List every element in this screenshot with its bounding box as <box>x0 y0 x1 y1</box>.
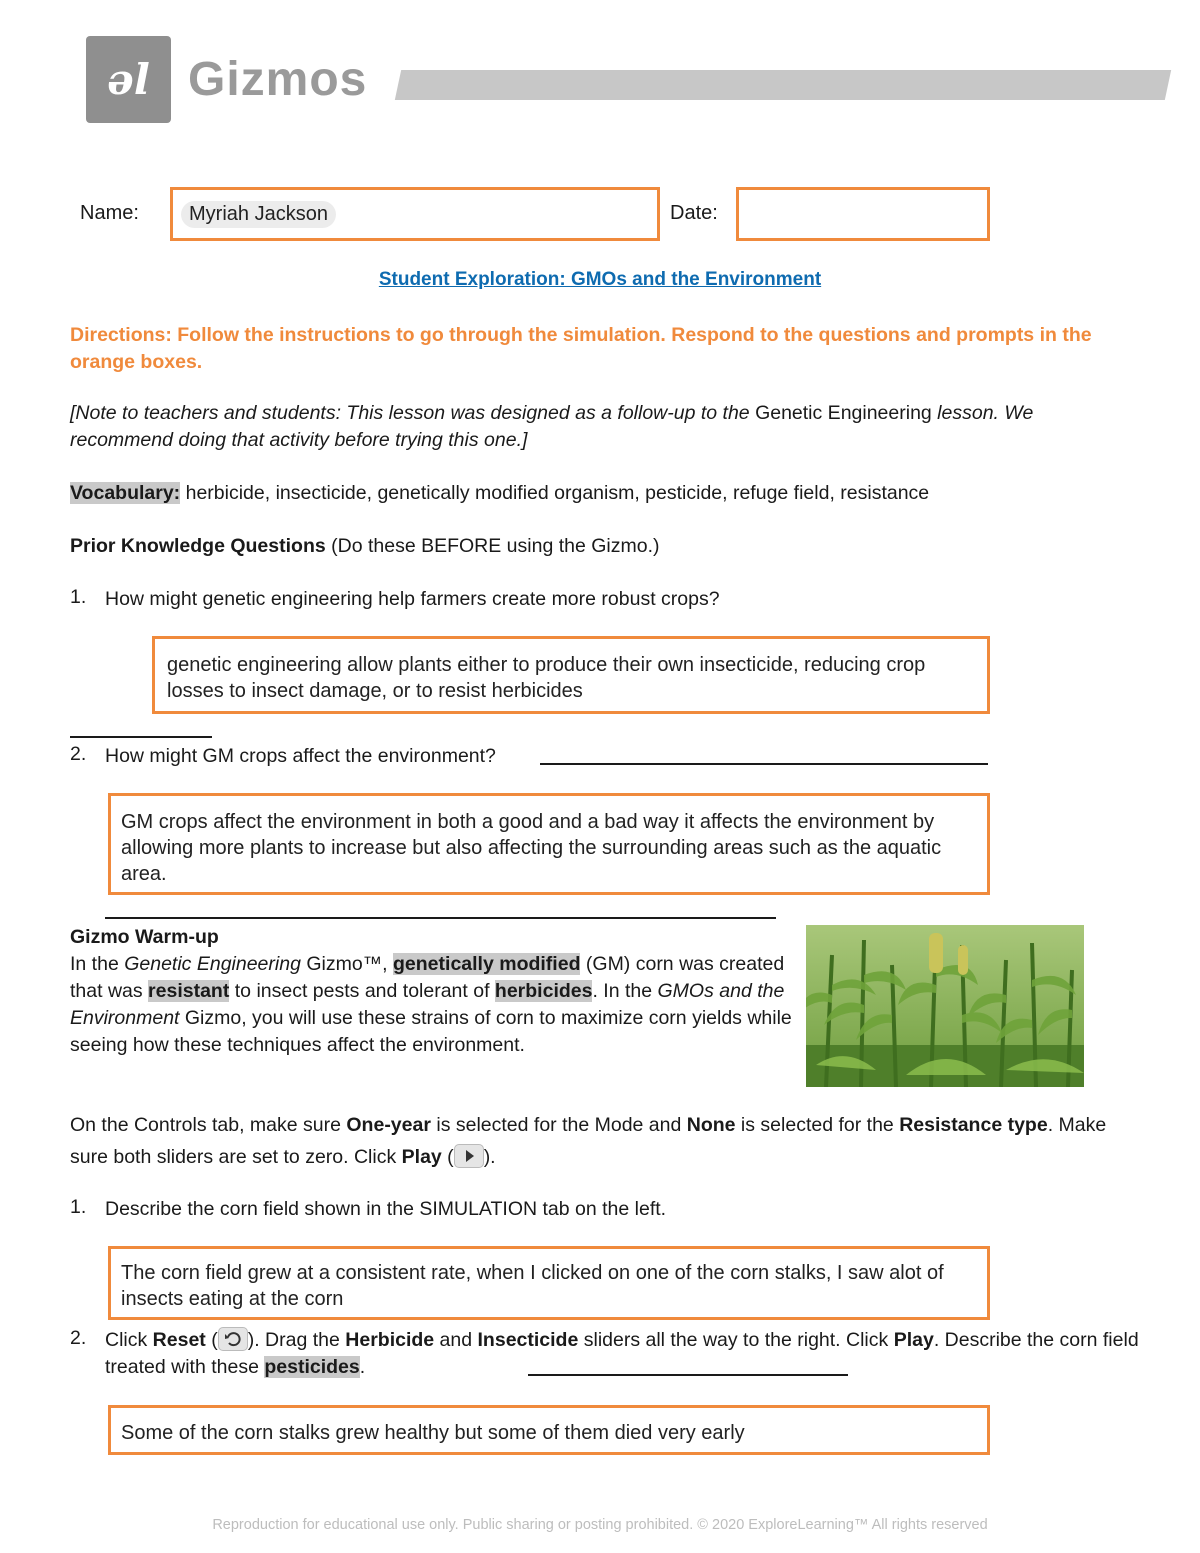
wp-gizmo: Gizmo™, <box>300 953 394 975</box>
c-sliders: . Make sure both sliders are set to zero. Click <box>70 1114 1107 1168</box>
wp-gm2: (GM) corn was created that was <box>70 953 785 1002</box>
wp-res: resistant <box>148 980 230 1002</box>
prior-sub: (Do these BEFORE using the Gizmo.) <box>325 535 660 557</box>
warmup-a1-text: The corn field grew at a consistent rate, when I clicked on one of the corn stalks, I saw alot of insects eating at the corn <box>121 1262 944 1310</box>
c-oneyear: One-year <box>346 1114 431 1136</box>
warmup-q1-text: Describe the corn field shown in the SIMULATION tab on the left. <box>105 1198 667 1220</box>
q2-ins: Insecticide <box>477 1329 579 1351</box>
date-field[interactable] <box>736 187 990 241</box>
divider-line <box>70 736 212 738</box>
warmup-q2-text <box>105 1327 1145 1381</box>
prior-a1-box[interactable] <box>152 636 990 714</box>
wp-herb: herbicides <box>494 980 593 1002</box>
wp-rest: Gizmo, you will use these strains of corn to maximize corn yields while seeing how these techniques affect the environment. <box>70 1007 792 1056</box>
c-play: Play <box>401 1146 442 1168</box>
answer-line <box>528 1374 848 1376</box>
prior-q2-number: 2. <box>70 743 87 765</box>
q2-click: Click <box>105 1329 153 1351</box>
wp-in: In the <box>70 953 125 975</box>
gizmos-brand: Gizmos <box>188 53 368 106</box>
controls-instructions <box>70 1109 1140 1173</box>
prior-a2-text: GM crops affect the environment in both a good and a bad way it affects the environment by allowing more plants to increase but also affecting the surrounding areas such as the aquatic area. <box>121 811 942 885</box>
note-pre: [Note to teachers and students: This lesson was designed as a follow-up to the <box>70 402 756 424</box>
vocabulary <box>70 480 1150 507</box>
c-restype: Resistance type <box>899 1114 1048 1136</box>
teacher-note <box>70 400 1140 454</box>
wp-inthe: . In the <box>592 980 658 1002</box>
note-post: lesson. We recommend doing that activity before trying this one.] <box>70 402 1034 451</box>
footer-copyright: Reproduction for educational use only. Public sharing or posting prohibited. © 2020 ExploreLearning™ All rights reserved <box>212 1517 988 1533</box>
corn-field-image <box>806 925 1084 1087</box>
q2-and: and <box>434 1329 478 1351</box>
prior-a2-box[interactable] <box>108 793 990 895</box>
vocab-label: Vocabulary: <box>70 482 181 504</box>
q2-reset: Reset <box>152 1329 206 1351</box>
q2-right: sliders all the way to the right. Click <box>578 1329 894 1351</box>
warmup-heading: Gizmo Warm-up <box>70 926 219 948</box>
c-sel2: is selected for the <box>735 1114 900 1136</box>
c-close: ). <box>483 1146 496 1168</box>
warmup-q2-number: 2. <box>70 1327 87 1349</box>
prior-q1-text: How might genetic engineering help farmers create more robust crops? <box>105 588 720 610</box>
warmup-paragraph <box>70 951 795 1059</box>
prior-q2-text: How might GM crops affect the environment? <box>105 745 496 767</box>
warmup-a2-text: Some of the corn stalks grew healthy but some of them died very early <box>121 1422 745 1444</box>
q2-desc: . Describe the corn field treated with these <box>105 1329 1139 1378</box>
c-on: On the Controls tab, make sure <box>70 1114 347 1136</box>
name-value: Myriah Jackson <box>181 201 336 228</box>
wp-gmo: GMOs and the Environment <box>70 980 785 1029</box>
warmup-a2-box[interactable] <box>108 1405 990 1455</box>
logo-glyph: ǝl <box>107 55 150 104</box>
page-title: Student Exploration: GMOs and the Environment <box>378 269 822 290</box>
q2-play: Play <box>893 1329 934 1351</box>
q2-dot: . <box>359 1356 366 1378</box>
c-open: ( <box>441 1146 454 1168</box>
prior-knowledge-heading <box>70 533 660 560</box>
q2-pest: pesticides <box>264 1356 360 1378</box>
play-icon <box>454 1144 484 1168</box>
explorelearning-logo <box>86 36 171 123</box>
directions: Directions: Follow the instructions to go through the simulation. Respond to the questions and prompts in the orange boxes. <box>70 324 1092 373</box>
corn-field-illustration <box>806 925 1084 1087</box>
c-none: None <box>686 1114 736 1136</box>
header-banner-bar <box>395 70 1171 100</box>
date-label: Date: <box>670 202 718 224</box>
prior-q1-number: 1. <box>70 586 87 608</box>
answer-line <box>540 763 988 765</box>
warmup-q1-number: 1. <box>70 1196 87 1218</box>
wp-ge: Genetic Engineering <box>124 953 301 975</box>
reset-icon <box>218 1327 248 1351</box>
warmup-a1-box[interactable] <box>108 1246 990 1320</box>
note-lesson: Genetic Engineering <box>755 402 932 424</box>
divider-line <box>105 917 776 919</box>
q2-drag: ). Drag the <box>247 1329 346 1351</box>
prior-a1-text: genetic engineering allow plants either to produce their own insecticide, reducing crop losses to insect damage, or to resist herbicides <box>167 654 926 702</box>
name-label: Name: <box>80 202 139 224</box>
q2-herb: Herbicide <box>345 1329 435 1351</box>
vocab-list: herbicide, insecticide, genetically modified organism, pesticide, refuge field, resistance <box>180 482 930 504</box>
wp-ins: to insect pests and tolerant of <box>229 980 495 1002</box>
name-field[interactable] <box>170 187 660 241</box>
c-sel: is selected for the Mode and <box>430 1114 687 1136</box>
prior-heading: Prior Knowledge Questions <box>70 535 326 557</box>
wp-gm: genetically modified <box>393 953 581 975</box>
q2-open: ( <box>205 1329 218 1351</box>
